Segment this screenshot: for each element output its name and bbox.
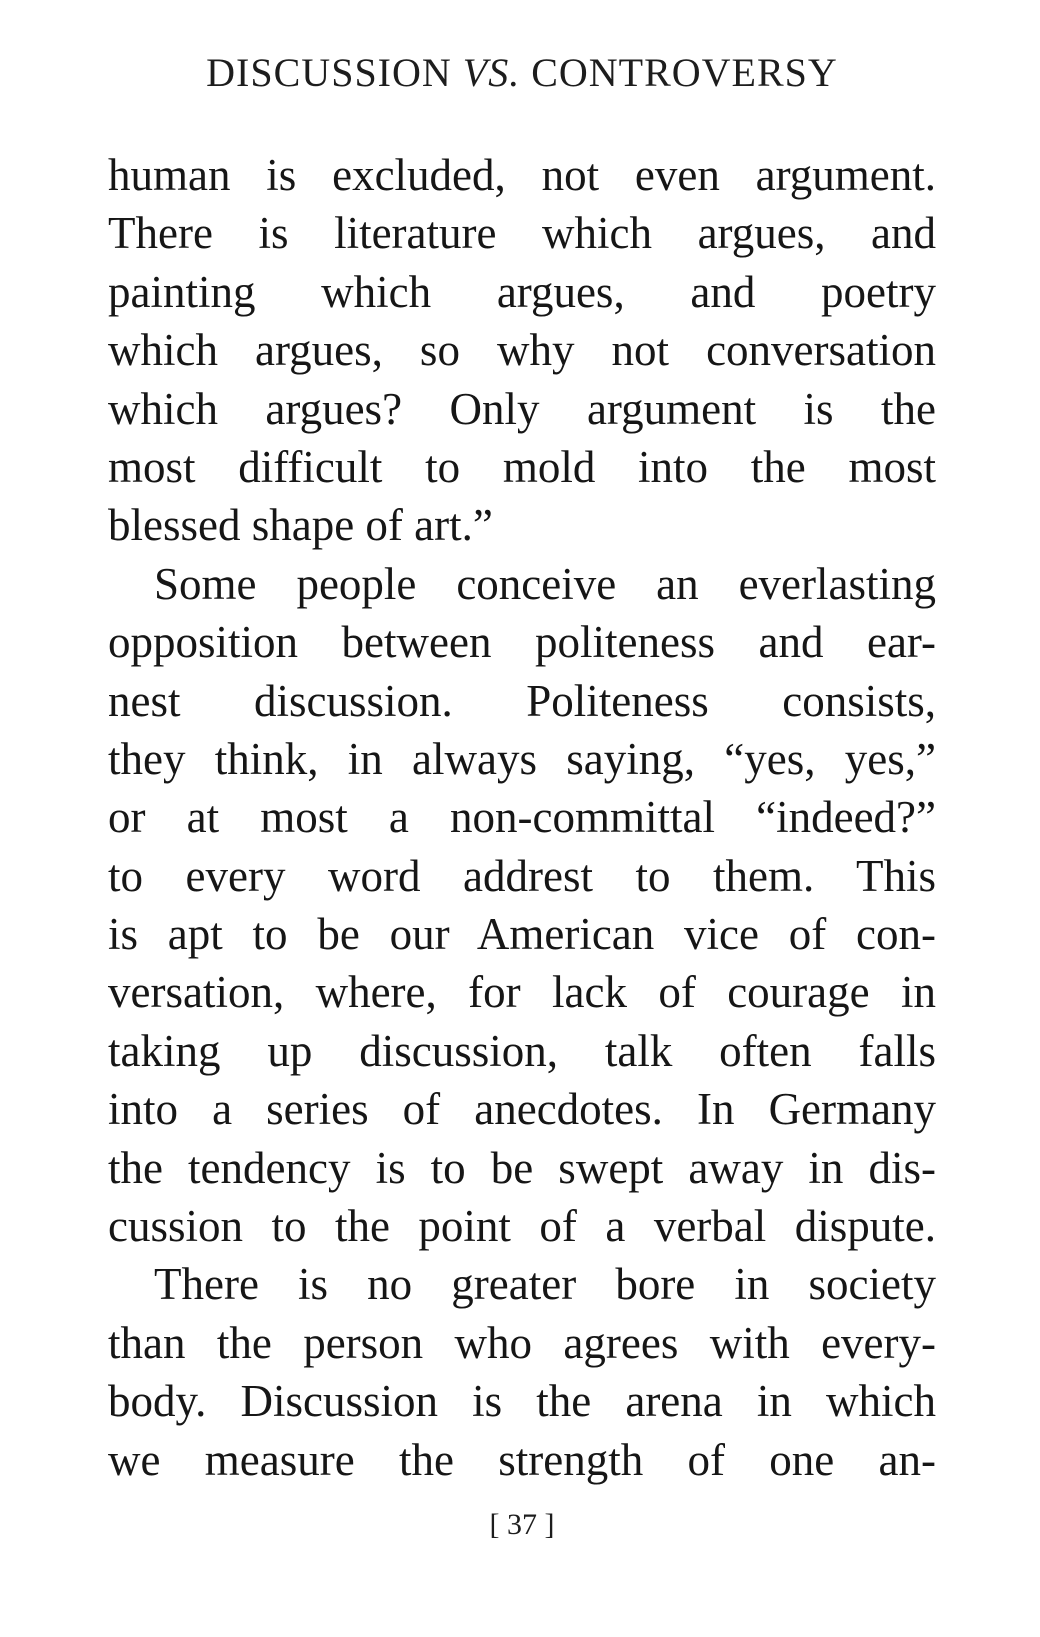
text-line: Some people conceive an everlasting: [154, 558, 936, 609]
text-line: which argues? Only argument is the: [108, 383, 936, 434]
text-line: human is excluded, not even argument.: [108, 150, 936, 200]
text-line: which argues, so why not conversation: [108, 325, 936, 376]
text-line: cussion to the point of a verbal dispute.: [108, 1201, 936, 1252]
body-text: [108, 146, 936, 1489]
text-line: nest discussion. Politeness consists,: [108, 675, 936, 726]
running-head-right: CONTROVERSY: [531, 50, 838, 95]
text-line: into a series of anecdotes. In Germany: [108, 1084, 936, 1135]
running-head-left: DISCUSSION: [206, 50, 452, 95]
text-line: to every word addrest to them. This: [108, 850, 936, 901]
text-line: painting which argues, and poetry: [108, 266, 936, 317]
text-line: they think, in always saying, “yes, yes,”: [108, 733, 936, 784]
text-line: than the person who agrees with every-: [108, 1317, 936, 1368]
text-line: or at most a non-committal “indeed?”: [108, 792, 936, 843]
text-line: versation, where, for lack of courage in: [108, 967, 936, 1018]
text-line: the tendency is to be swept away in dis-: [108, 1142, 936, 1193]
text-line: taking up discussion, talk often falls: [108, 1025, 936, 1076]
text-line: There is literature which argues, and: [108, 208, 936, 259]
text-line: There is no greater bore in society: [154, 1259, 936, 1310]
text-line: is apt to be our American vice of con-: [108, 909, 936, 960]
text-line: blessed shape of art.”: [108, 500, 493, 551]
running-head-vs: VS.: [462, 50, 521, 95]
running-head: [108, 48, 936, 98]
text-line: opposition between politeness and ear-: [108, 617, 936, 668]
text-line: we measure the strength of one an-: [108, 1434, 936, 1485]
text-line: body. Discussion is the arena in which: [108, 1376, 936, 1427]
page-number: [ 37 ]: [489, 1508, 555, 1541]
text-line: most difficult to mold into the most: [108, 441, 936, 492]
